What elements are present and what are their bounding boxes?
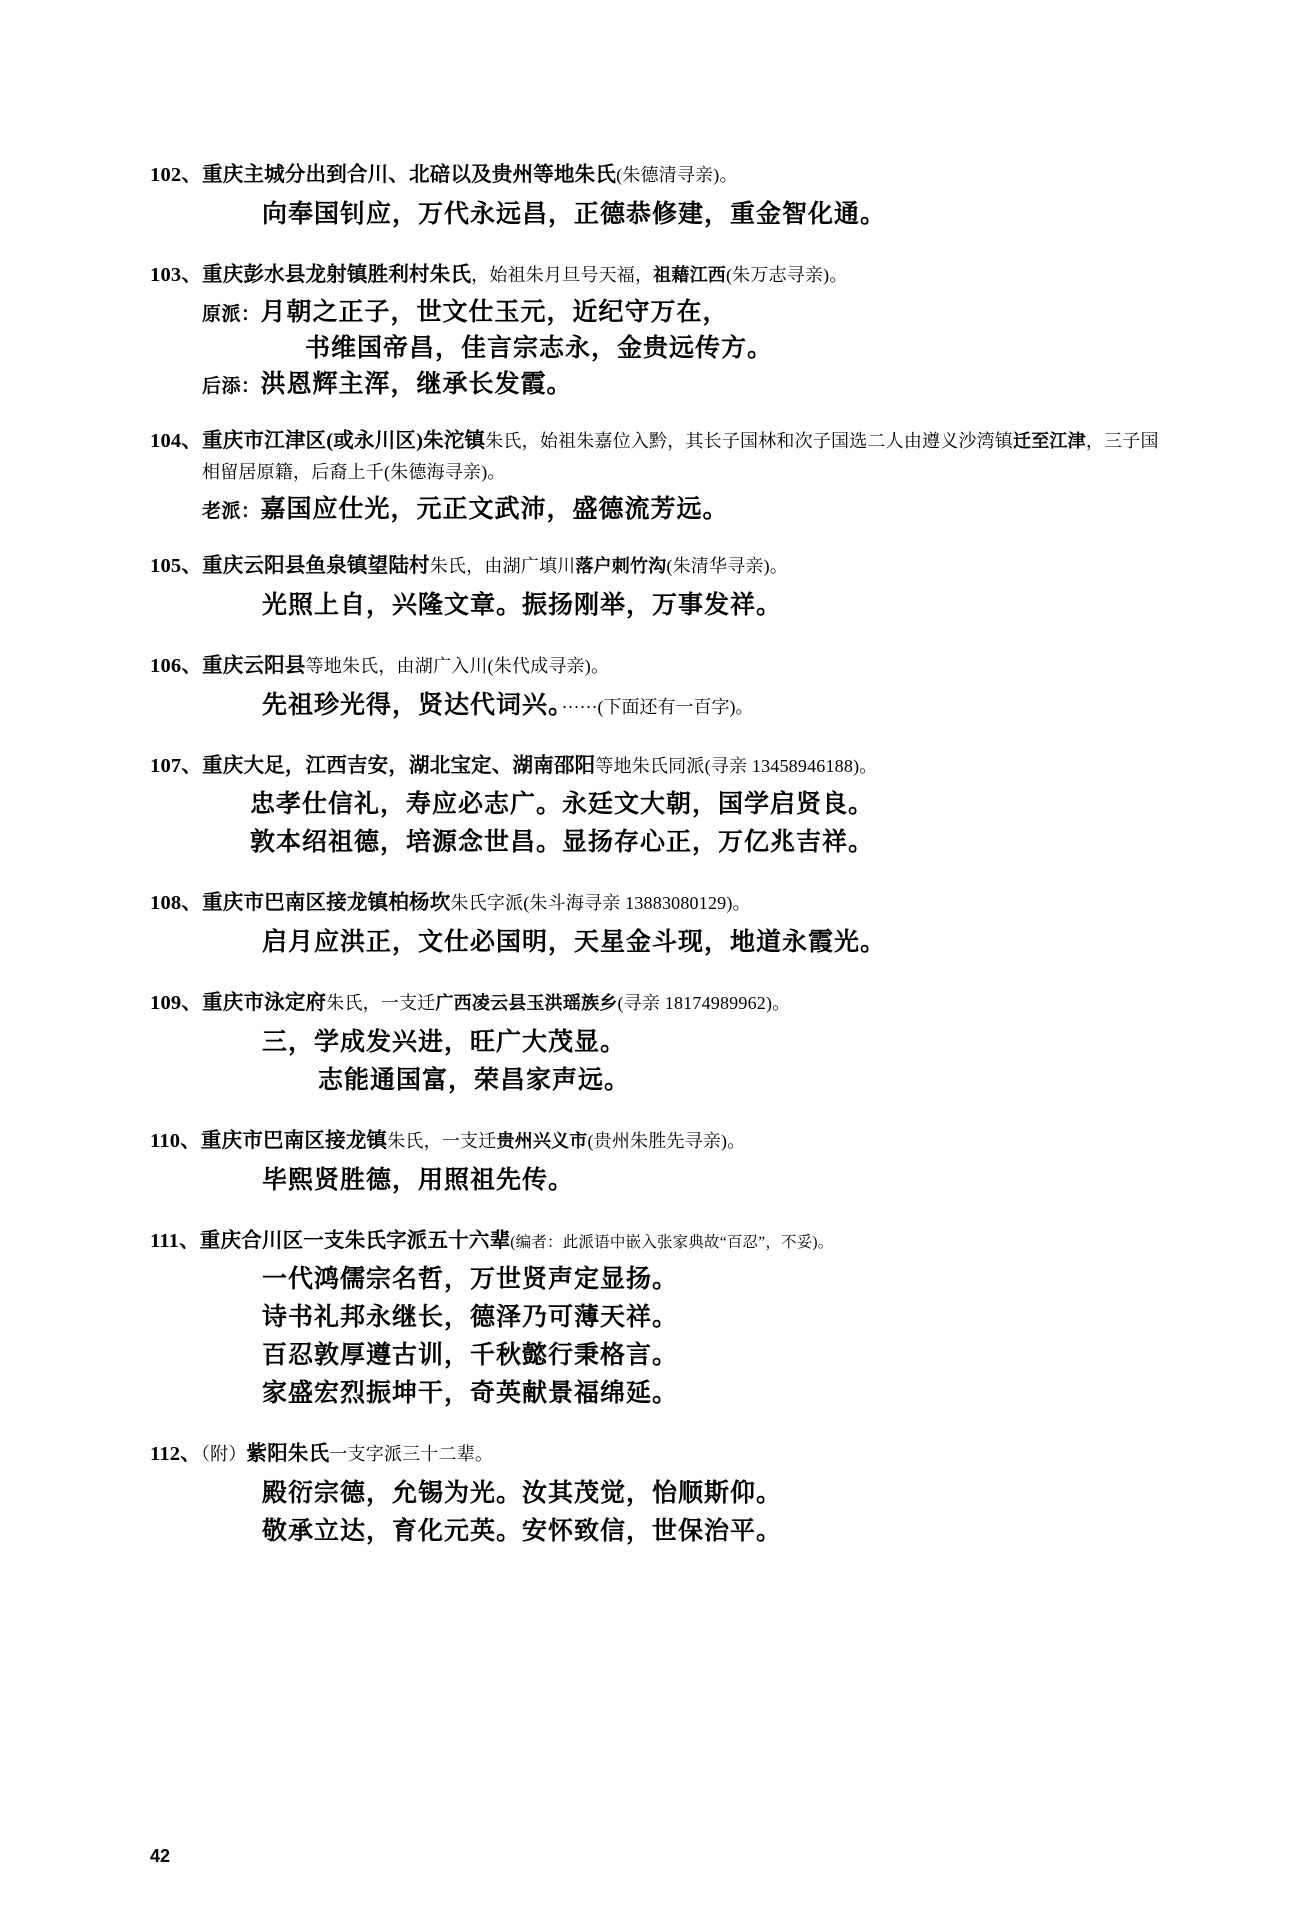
entry-note: (朱德清寻亲)。 [616,165,738,185]
verse-line: 嘉国应仕光，元正文武沛，盛德流芳远。 [260,496,729,524]
verse-line [262,687,1168,725]
entry-title: 重庆市巴南区接龙镇柏杨坎 [202,892,451,915]
entry-title: 重庆主城分出到合川、北碚以及贵州等地朱氏 [202,164,617,186]
entry-contact: (朱万志寻亲)。 [725,264,848,285]
entry-migration: 广西凌云县玉洪瑶族乡 [435,993,618,1014]
entry-origin: 祖藉江西 [653,264,726,285]
verse-label: 后添： [202,375,261,397]
entry-106 [150,651,1168,725]
entry-editor-note: (编者：此派语中嵌入张家典故“百忍”，不妥)。 [510,1233,834,1251]
entry-migration: 贵州兴义市 [496,1130,588,1151]
verse-line: 家盛宏烈振坤干，奇英献景福绵延。 [262,1380,679,1408]
verse-label-row [150,364,1168,400]
entry-number: 103、 [150,263,203,286]
entry-note: 等地朱氏同派(寻亲 13458946188)。 [595,755,878,776]
entry-migration: 迁至江津 [1013,430,1086,451]
verse-label: 老派： [202,501,261,523]
entry-note: 朱氏，一支迁 [326,993,436,1014]
entry-number: 106、 [150,654,203,677]
verse-tail-note: ······(下面还有一百字)。 [561,696,754,717]
entry-heading [150,426,1168,490]
entry-107 [150,751,1168,863]
entry-108 [150,888,1168,962]
entry-prefix: （附） [200,1444,247,1465]
verse-line: 光照上自，兴隆文章。振扬刚举，万事发祥。 [262,591,783,619]
verse-text: 先祖珍光得，贤达代词兴。 [262,691,562,719]
page-number: 42 [150,1846,171,1866]
verse-line: 一代鸿儒宗名哲，万世贤声定显扬。 [262,1266,679,1294]
verse-line: 洪恩辉主浑，继承长发霞。 [260,370,573,398]
verse-block [150,1162,1168,1200]
entry-heading [150,1226,1168,1258]
entry-note: 一支字派三十二辈。 [329,1444,494,1465]
entry-title: 重庆云阳县 [202,654,306,677]
verse-block [150,1475,1168,1551]
entry-note: ，始祖朱月旦号天福， [471,264,654,285]
entry-title: 重庆市江津区(或永川区)朱沱镇 [202,429,486,452]
entry-title: 重庆大足，江西吉安，湖北宝定、湖南邵阳 [202,754,596,777]
entry-number: 110、 [150,1129,201,1152]
entry-number: 102、 [150,164,203,186]
verse-line: 启月应洪正，文仕必国明，天星金斗现，地道永霞光。 [262,929,887,957]
entry-109 [150,988,1168,1100]
entry-heading [150,260,1168,292]
verse-label: 原派： [202,303,261,325]
entry-contact: (贵州朱胜先寻亲)。 [587,1130,746,1151]
entry-note: 朱氏字派(朱斗海寻亲 13883080129)。 [450,893,751,914]
verse-block [150,786,1168,862]
entry-title: 重庆合川区一支朱氏字派五十六辈 [199,1229,511,1252]
entry-heading [150,651,1168,683]
entry-number: 112、 [150,1443,201,1466]
entry-105 [150,551,1168,625]
entry-contact: (寻亲 18174989962)。 [617,993,791,1014]
entry-note-cont2: ，三子国相留居原籍，后裔上千(朱德海寻亲)。 [202,430,1159,483]
entry-heading [150,751,1168,783]
verse-line: 向奉国钊应，万代永远昌，正德恭修建，重金智化通。 [262,200,887,228]
verse-label-row [150,489,1168,525]
entry-note: 朱氏，一支迁 [387,1130,497,1151]
entry-number: 108、 [150,892,203,915]
verse-label-row [150,292,1168,328]
verse-block [150,924,1168,962]
entry-104 [150,426,1168,526]
verse-line: 敦本绍祖德，培源念世昌。显扬存心正，万亿兆吉祥。 [250,829,875,857]
entry-heading [150,1126,1168,1158]
entry-heading [150,988,1168,1020]
verse-block [150,587,1168,625]
verse-line: 书维国帝昌，佳言宗志永，金贵远传方。 [305,334,774,362]
entry-103 [150,260,1168,400]
entry-heading [150,160,1168,192]
entry-112 [150,1439,1168,1551]
entry-110 [150,1126,1168,1200]
entry-title: 重庆市巴南区接龙镇 [200,1129,388,1152]
entry-number: 107、 [150,754,203,777]
entry-title: 重庆市泳定府 [202,992,327,1015]
entry-title: 重庆彭水县龙射镇胜利村朱氏 [202,263,472,286]
entry-note: 朱氏，由湖广填川 [429,556,576,577]
entry-contact: (朱清华寻亲)。 [666,556,788,577]
entry-heading [150,1439,1168,1471]
entry-title: 紫阳朱氏 [246,1443,330,1466]
entry-heading [150,551,1168,583]
verse-line: 百忍敦厚遵古训，千秋懿行秉格言。 [262,1342,679,1370]
verse-block [150,1261,1168,1413]
verse-line: 志能通国富，荣昌家声远。 [318,1066,631,1094]
entry-note-cont: 人由遵义沙湾镇 [885,430,1014,451]
entry-title: 重庆云阳县鱼泉镇望陆村 [202,555,430,578]
verse-line: 殿衍宗德，允锡为光。汝其茂觉，怡顺斯仰。 [262,1480,783,1508]
entry-settlement: 落户刺竹沟 [575,556,667,577]
entry-note: 等地朱氏，由湖广入川(朱代成寻亲)。 [305,655,610,676]
entry-number: 109、 [150,992,203,1015]
entry-number: 104、 [150,429,203,452]
entry-note: 朱氏，始祖朱嘉位入黔，其长子国林和次子国选二 [485,430,886,451]
verse-block [150,1024,1168,1100]
verse-block [150,687,1168,725]
entry-111 [150,1226,1168,1414]
verse-line: 月朝之正子，世文仕玉元，近纪守万在， [260,298,729,326]
entry-number: 105、 [150,555,203,578]
verse-line: 敬承立达，育化元英。安怀致信，世保治平。 [262,1518,783,1546]
verse-block [150,196,1168,234]
verse-line: 毕熙贤胜德，用照祖先传。 [262,1166,575,1194]
verse-line: 忠孝仕信礼，寿应必志广。永廷文大朝，国学启贤良。 [250,791,875,819]
entry-102 [150,160,1168,234]
verse-line: 三，学成发兴进，旺广大茂显。 [262,1028,627,1056]
entry-heading [150,888,1168,920]
entry-number: 111、 [150,1229,200,1252]
verse-line: 诗书礼邦永继长，德泽乃可薄天祥。 [262,1304,679,1332]
